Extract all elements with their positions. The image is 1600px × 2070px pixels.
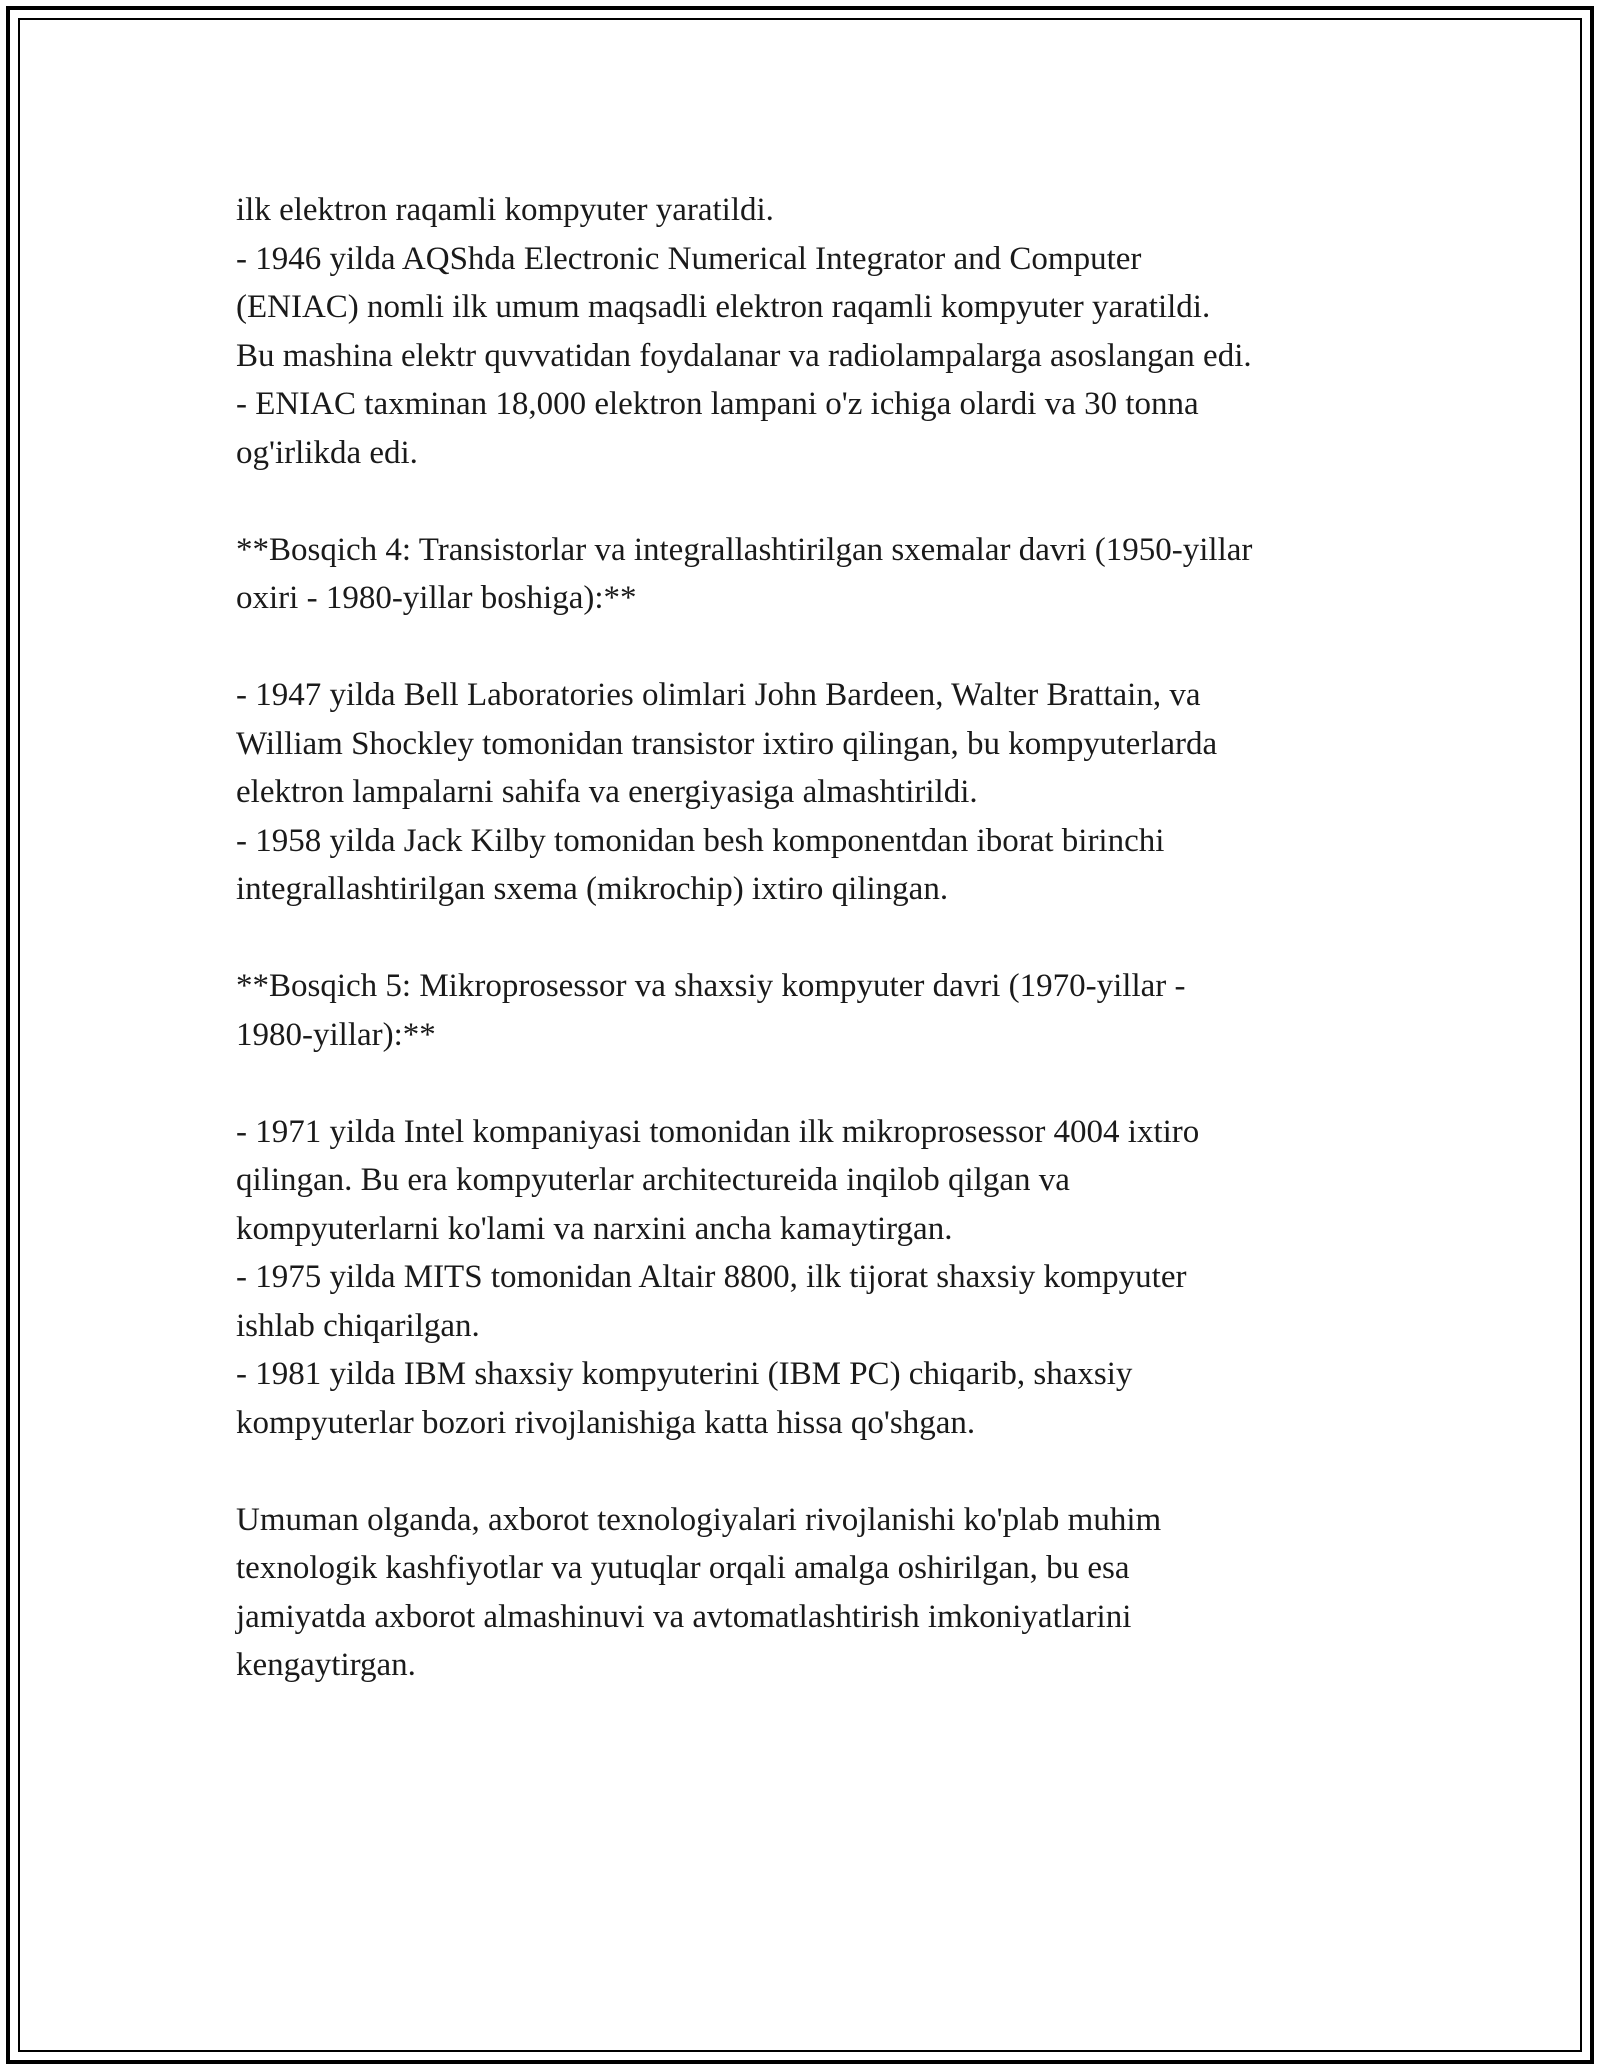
text-line: 1980-yillar):** <box>236 1016 436 1053</box>
text-line: - 1981 yilda IBM shaxsiy kompyuterini (IBM PC) chiqarib, shaxsiy <box>236 1356 1133 1392</box>
text-line: (ENIAC) nomli ilk umum maqsadli elektron raqamli kompyuter yaratildi. <box>236 289 1211 325</box>
text-line: elektron lampalarni sahifa va energiyasiga almashtirildi. <box>236 774 978 810</box>
text-line: **Bosqich 4: Transistorlar va integrallashtirilgan sxemalar davri (1950-yillar <box>236 531 1253 568</box>
paragraph-conclusion <box>236 1496 1396 1690</box>
text-line: - ENIAC taxminan 18,000 elektron lampani o'z ichiga olardi va 30 tonna <box>236 386 1199 422</box>
text-line: ilk elektron raqamli kompyuter yaratildi. <box>236 192 774 228</box>
text-line: - 1971 yilda Intel kompaniyasi tomonidan ilk mikroprosessor 4004 ixtiro <box>236 1113 1200 1150</box>
text-line: oxiri - 1980-yillar boshiga):** <box>236 580 637 616</box>
text-line: Bu mashina elektr quvvatidan foydalanar va radiolampalarga asoslangan edi. <box>236 337 1252 374</box>
text-line: William Shockley tomonidan transistor ixtiro qilingan, bu kompyuterlarda <box>236 725 1218 762</box>
text-line: ishlab chiqarilgan. <box>236 1307 480 1344</box>
heading-stage-4 <box>236 526 1396 623</box>
text-line: - 1947 yilda Bell Laboratories olimlari John Bardeen, Walter Brattain, va <box>236 677 1201 713</box>
text-line: texnologik kashfiyotlar va yutuqlar orqali amalga oshirilgan, bu esa <box>236 1550 1130 1586</box>
paragraph-gap <box>236 914 1396 963</box>
text-line: qilingan. Bu era kompyuterlar architectureida inqilob qilgan va <box>236 1162 1070 1198</box>
text-line: kompyuterlar bozori rivojlanishiga katta hissa qo'shgan. <box>236 1404 976 1441</box>
paragraph-transistors <box>236 671 1396 914</box>
paragraph-gap <box>236 1059 1396 1108</box>
text-line: **Bosqich 5: Mikroprosessor va shaxsiy kompyuter davri (1970-yillar - <box>236 968 1186 1004</box>
text-line: og'irlikda edi. <box>236 434 418 471</box>
text-line: - 1975 yilda MITS tomonidan Altair 8800, ilk tijorat shaxsiy kompyuter <box>236 1259 1187 1295</box>
document-body <box>236 186 1396 1690</box>
paragraph-gap <box>236 477 1396 526</box>
paragraph-microprocessors <box>236 1108 1396 1448</box>
text-line: integrallashtirilgan sxema (mikrochip) ixtiro qilingan. <box>236 871 949 907</box>
text-line: - 1958 yilda Jack Kilby tomonidan besh komponentdan iborat birinchi <box>236 822 1165 859</box>
paragraph-gap <box>236 623 1396 672</box>
text-line: kompyuterlarni ko'lami va narxini ancha kamaytirgan. <box>236 1210 953 1247</box>
heading-stage-5 <box>236 962 1396 1059</box>
text-line: Umuman olganda, axborot texnologiyalari rivojlanishi ko'plab muhim <box>236 1501 1162 1538</box>
paragraph-gap <box>236 1447 1396 1496</box>
text-line: - 1946 yilda AQShda Electronic Numerical Integrator and Computer <box>236 240 1142 277</box>
text-line: kengaytirgan. <box>236 1647 416 1683</box>
paragraph-eniac <box>236 186 1396 477</box>
text-line: jamiyatda axborot almashinuvi va avtomatlashtirish imkoniyatlarini <box>236 1598 1132 1635</box>
